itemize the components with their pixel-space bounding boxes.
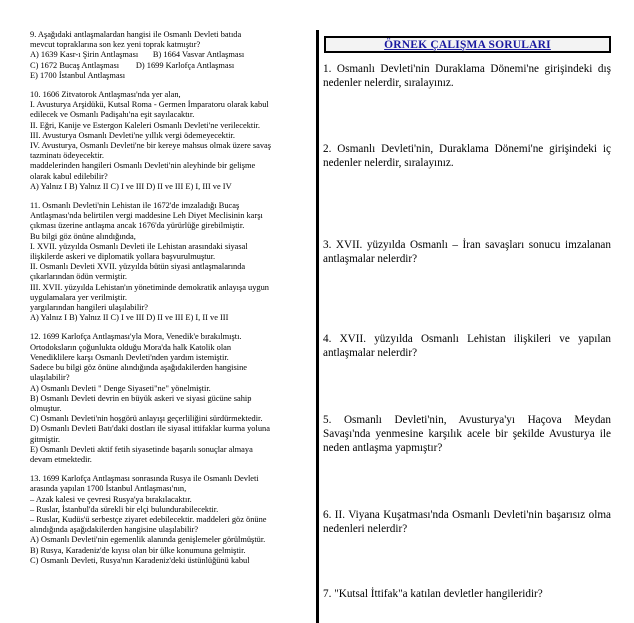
text-line: II. Osmanlı Devleti XVII. yüzyılda bütün siyasi antlaşmalarında (30, 262, 246, 272)
right-column (323, 30, 613, 623)
open-question-7: 7. "Kutsal İttifak"a katılan devletler hangileridir? (323, 588, 543, 600)
text-line: çıkması üzerine antlaşma ancak 1676'da yürürlüğe girebilmiştir. (30, 221, 245, 231)
answer-option: A) Osmanlı Devleti'nin egemenlik alanında genişlemeler görülmüştür. (30, 535, 266, 545)
text-line: Venediklilere karşı Osmanlı Devleti'nden yardım istemiştir. (30, 352, 229, 362)
open-question-5: 5. Osmanlı Devleti'nin, Avusturya'yı Haçova Meydan Savaşı'nda yenmesine karşılık acele bir şekilde Avusturya ile neden antlaşma yapmıştır? (323, 414, 611, 454)
column-divider (316, 30, 319, 623)
text-line: maddelerinden hangileri Osmanlı Devleti'nin aleyhinde bir gelişme (30, 161, 256, 171)
answer-option: B) Rusya, Karadeniz'de kıyısı olan bir ülke konumuna gelmiştir. (30, 545, 246, 555)
text-line: III. XVII. yüzyılda Lehistan'ın yönetiminde demokratik anlayışa uygun (30, 282, 269, 292)
text-line: 11. Osmanlı Devleti'nin Lehistan ile 1672'de imzaladığı Bucaş (30, 201, 240, 211)
open-question-3: 3. XVII. yüzyılda Osmanlı – İran savaşları sonucu imzalanan antlaşmalar nelerdir? (323, 239, 611, 265)
text-line: Bu bilgi göz önüne alındığında, (30, 231, 136, 241)
page-title: ÖRNEK ÇALIŞMA SORULARI (384, 39, 551, 51)
answer-options: A) Yalnız I B) Yalnız II C) I ve III D) II ve III E) I, III ve IV (30, 181, 232, 191)
answer-option: D) Osmanlı Devleti Batı'daki dostları ile siyasal ittifaklar kurma yoluna (30, 424, 270, 434)
text-line: Ortodoksların çoğunlukta olduğu Mora'da halk Katolik olan (30, 342, 232, 352)
text-line: Antlaşması'nda belirtilen vergi maddesine Leh Diyet Meclisinin karşı (30, 211, 263, 221)
text-line: IV. Avusturya, Osmanlı Devleti'ne bir kereye mahsus olmak üzere savaş (30, 141, 271, 151)
text-line: 13. 1699 Karlofça Antlaşması sonrasında Rusya ile Osmanlı Devleti (30, 474, 259, 484)
answer-option: olmuştur. (30, 403, 62, 413)
text-line: 12. 1699 Karlofça Antlaşması'yla Mora, Venedik'e bırakılmıştı. (30, 332, 242, 342)
text-line: tazminatı ödeyecektir. (30, 151, 104, 161)
text-line: – Ruslar, İstanbul'da sürekli bir elçi bulundurabilecektir. (30, 504, 219, 514)
question-9 (30, 30, 313, 81)
question-11 (30, 201, 313, 323)
text-line: mevcut topraklarına son kez yeni toprak katmıştır? (30, 40, 201, 50)
text-line: arasında yapılan 1700 İstanbul Antlaşması'nın, (30, 484, 187, 494)
text-line: – Ruslar, Kudüs'ü serbestçe ziyaret edebilecektir. maddeleri göz önüne (30, 514, 267, 524)
open-question-2: 2. Osmanlı Devleti'nin, Duraklama Dönemi'ne girişindeki iç nedenler nelerdir, sıralayınız. (323, 143, 611, 169)
answer-option: C) Osmanlı Devleti, Rusya'nın Karadeniz'deki üstünlüğünü kabul (30, 555, 250, 565)
text-line: 9. Aşağıdaki antlaşmalardan hangisi ile Osmanlı Devleti batıda (30, 30, 242, 39)
open-question-6: 6. II. Viyana Kuşatması'nda Osmanlı Devleti'nin başarısız olma nedenleri nelerdir? (323, 509, 611, 535)
answer-option: E) Osmanlı Devleti aktif fetih siyasetinde başarılı sonuçlar almaya (30, 444, 253, 454)
text-line: edilecek ve Osmanlı Padişahı'na eşit sayılacaktır. (30, 110, 195, 120)
text-line: ulaşılabilir? (30, 373, 70, 383)
answer-option: E) 1700 İstanbul Antlaşması (30, 70, 126, 80)
text-line: 10. 1606 Zitvatorok Antlaşması'nda yer alan, (30, 90, 181, 100)
text-line: – Azak kalesi ve çevresi Rusya'ya bırakılacaktır. (30, 494, 192, 504)
answer-option: A) 1639 Kasr-ı Şirin Antlaşması B) 1664 Vasvar Antlaşması (30, 50, 245, 60)
open-question-1: 1. Osmanlı Devleti'nin Duraklama Dönemi'ne girişindeki dış nedenler nelerdir, sıralayınız. (323, 63, 611, 89)
answer-option: A) Osmanlı Devleti " Denge Siyaseti"ne" yönelmiştir. (30, 383, 211, 393)
text-line: alındığında aşağıdakilerden hangisine ulaşılabilir? (30, 525, 199, 535)
left-column (30, 30, 313, 623)
text-line: ilişkilerde askeri ve diplomatik yollara başvurulmuştur. (30, 252, 216, 262)
answer-option: C) 1672 Bucaş Antlaşması D) 1699 Karlofça Antlaşması (30, 60, 235, 70)
answer-option: C) Osmanlı Devleti'nin hoşgörü anlayışı geçerliliğini sürdürmektedir. (30, 414, 263, 424)
answer-option: B) Osmanlı Devleti devrin en büyük askeri ve siyasi gücüne sahip (30, 393, 252, 403)
question-10 (30, 90, 313, 192)
answer-option: gitmiştir. (30, 434, 61, 444)
text-line: uygulamalara yer verilmiştir. (30, 292, 127, 302)
header-box (324, 36, 611, 53)
text-line: I. XVII. yüzyılda Osmanlı Devleti ile Lehistan arasındaki siyasal (30, 241, 248, 251)
text-line: yargılarından hangileri ulaşılabilir? (30, 303, 148, 313)
answer-option: devam etmektedir. (30, 454, 92, 464)
open-question-4: 4. XVII. yüzyılda Osmanlı Lehistan ilişkileri ve yapılan antlaşmalar nelerdir? (323, 333, 611, 359)
text-line: çıkarlarından ödün vermiştir. (30, 272, 127, 282)
text-line: II. Eğri, Kanije ve Estergon Kaleleri Osmanlı Devleti'ne verilecektir. (30, 120, 260, 130)
question-12 (30, 332, 313, 465)
text-line: I. Avusturya Arşidükü, Kutsal Roma - Germen İmparatoru olarak kabul (30, 100, 269, 110)
text-line: olarak kabul edilebilir? (30, 171, 108, 181)
question-13 (30, 474, 313, 566)
answer-options: A) Yalnız I B) Yalnız II C) I ve III D) II ve III E) I, II ve III (30, 313, 229, 323)
text-line: III. Avusturya Osmanlı Devleti'ne yıllık vergi ödemeyecektir. (30, 130, 235, 140)
text-line: Sadece bu bilgi göz önüne alındığında aşağıdakilerden hangisine (30, 363, 247, 373)
